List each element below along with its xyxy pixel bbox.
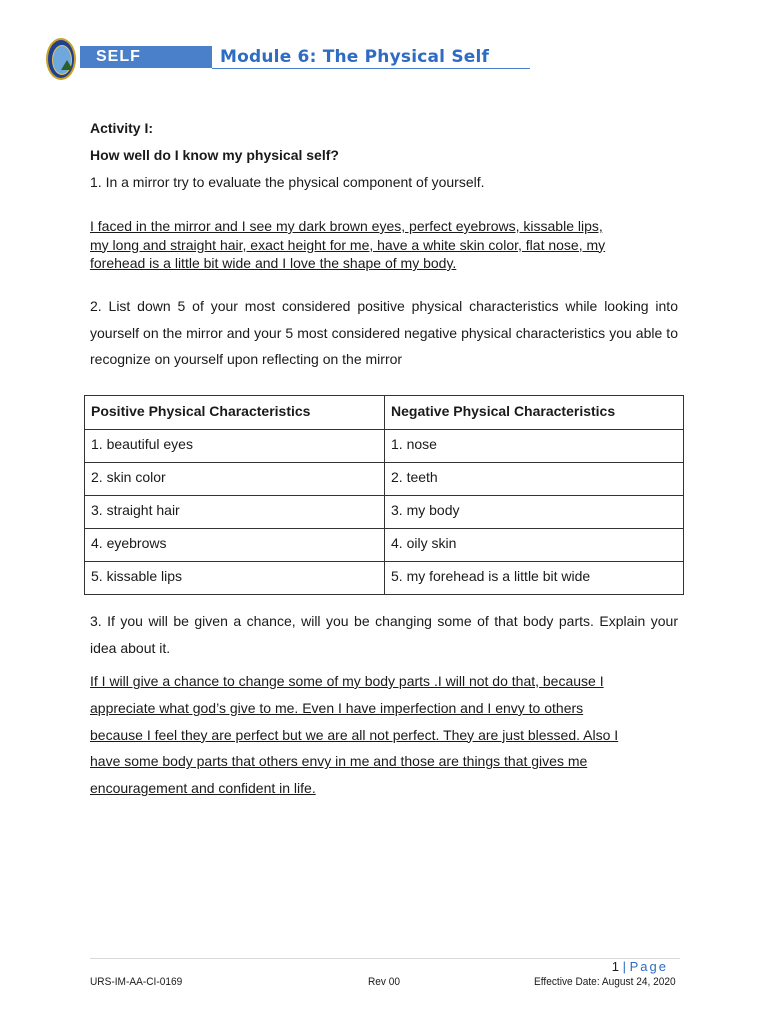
page-number-value: 1 xyxy=(611,959,619,974)
page-number xyxy=(612,959,668,974)
university-seal-logo xyxy=(46,38,76,80)
table-header-row xyxy=(85,396,684,430)
table-row xyxy=(85,463,684,496)
negative-cell: 4. oily skin xyxy=(385,529,684,562)
answer-3-line: If I will give a chance to change some of my body parts .I will not do that, because I xyxy=(90,673,604,689)
positive-cell: 4. eyebrows xyxy=(85,529,385,562)
module-title: Module 6: The Physical Self xyxy=(220,47,490,67)
answer-3-line: have some body parts that others envy in me and those are things that gives me xyxy=(90,753,588,770)
table-row xyxy=(85,430,684,463)
revision-label: Rev 00 xyxy=(368,976,401,988)
answer-1 xyxy=(90,217,680,273)
item-3-prompt: 3. If you will be given a chance, will you be changing some of that body parts. Explain your idea about it. xyxy=(90,613,678,656)
characteristics-table xyxy=(84,395,684,595)
positive-cell: 5. kissable lips xyxy=(85,562,385,595)
positive-cell: 2. skin color xyxy=(85,463,385,496)
activity-question: How well do I know my physical self? xyxy=(90,147,339,163)
answer-1-line: my long and straight hair, exact height for me, have a white skin color, flat nose, my xyxy=(90,236,606,253)
item-2-prompt: 2. List down 5 of your most considered positive physical characteristics while looking into yourself on the mirror and your 5 most considered negative physical characteristics you able to recognize on yourself upon reflecting on the mirror xyxy=(90,298,678,367)
document-code: URS-IM-AA-CI-0169 xyxy=(90,976,183,988)
positive-header: Positive Physical Characteristics xyxy=(85,396,385,430)
positive-cell: 3. straight hair xyxy=(85,496,385,529)
negative-header: Negative Physical Characteristics xyxy=(385,396,684,430)
table-row xyxy=(85,496,684,529)
negative-cell: 2. teeth xyxy=(385,463,684,496)
table-row xyxy=(85,529,684,562)
answer-1-line: forehead is a little bit wide and I love the shape of my body. xyxy=(90,255,457,271)
positive-cell: 1. beautiful eyes xyxy=(85,430,385,463)
item-1-prompt: 1. In a mirror try to evaluate the physical component of yourself. xyxy=(90,174,485,190)
answer-3 xyxy=(90,668,680,802)
answer-1-line: I faced in the mirror and I see my dark brown eyes, perfect eyebrows, kissable lips, xyxy=(90,218,603,234)
table-row xyxy=(85,562,684,595)
answer-3-line: encouragement and confident in life. xyxy=(90,780,316,797)
header-rule xyxy=(212,68,530,69)
negative-cell: 1. nose xyxy=(385,430,684,463)
answer-3-line: because I feel they are perfect but we are all not perfect. They are just blessed. Also I xyxy=(90,726,619,743)
subject-badge: SELF xyxy=(80,46,212,68)
footer-rule xyxy=(90,958,680,959)
activity-title: Activity I: xyxy=(90,120,154,136)
effective-date: Effective Date: August 24, 2020 xyxy=(534,976,676,988)
negative-cell: 3. my body xyxy=(385,496,684,529)
negative-cell: 5. my forehead is a little bit wide xyxy=(385,562,684,595)
answer-3-line: appreciate what god’s give to me. Even I have imperfection and I envy to others xyxy=(90,699,584,716)
page-label: Page xyxy=(629,959,668,974)
page-separator: | xyxy=(622,959,626,974)
